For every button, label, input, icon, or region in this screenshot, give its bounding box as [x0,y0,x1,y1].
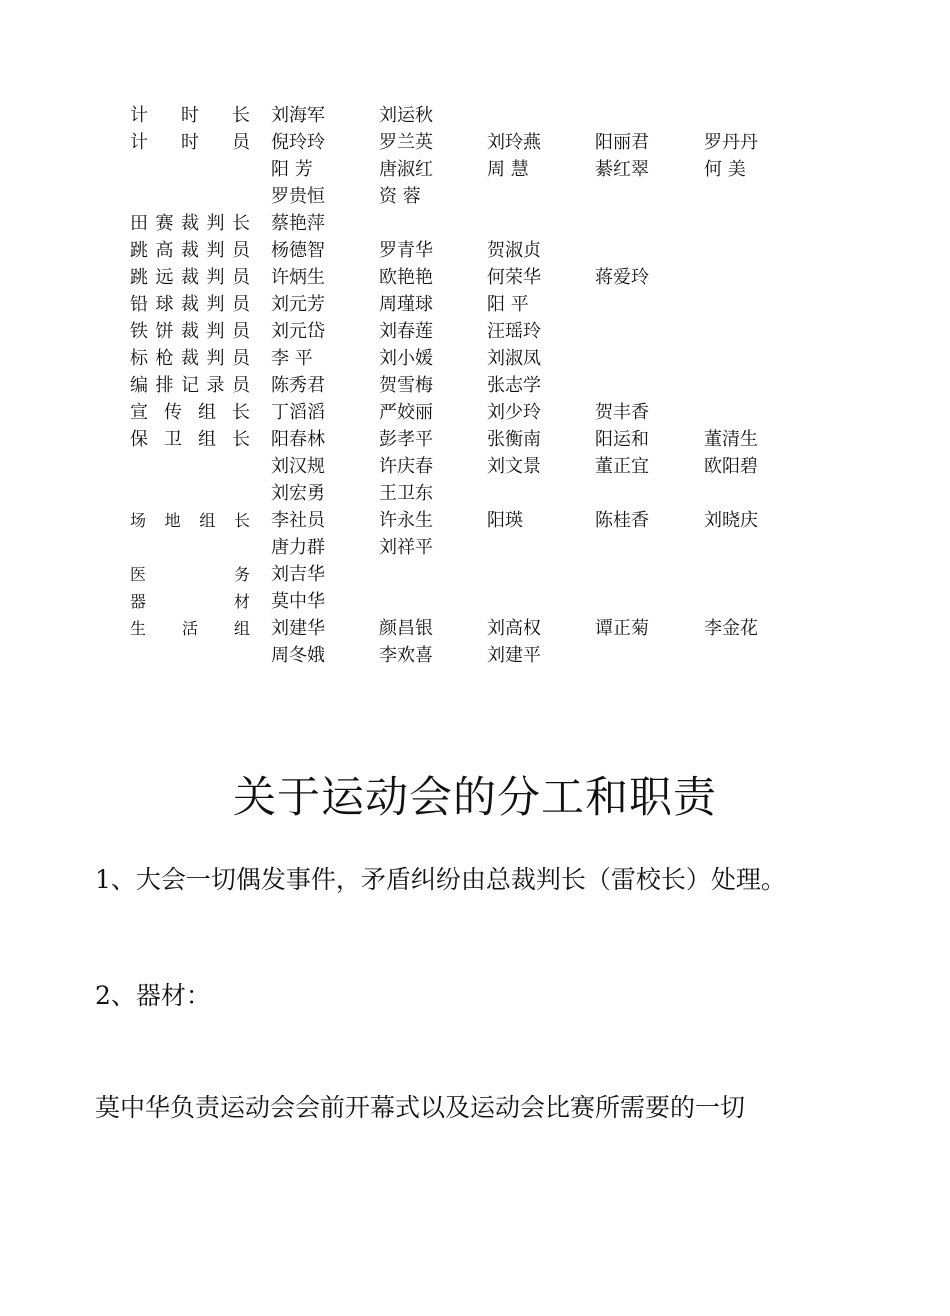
staff-name: 罗兰英 [379,132,433,153]
role-label [130,615,250,642]
role-char: 裁 [181,321,199,342]
staff-name: 莫中华 [271,591,325,612]
duty-item-2-text: 莫中华负责运动会会前开幕式以及运动会比赛所需要的一切 [95,1093,746,1122]
role-char: 员 [232,132,250,153]
role-char: 时 [181,132,199,153]
staff-name: 阳 平 [487,294,529,315]
role-char: 判 [206,213,225,234]
staff-name: 陈秀君 [271,375,325,396]
role-char: 高 [155,240,174,261]
staff-name: 严姣丽 [379,402,433,423]
staff-name: 蒋爱玲 [595,267,649,288]
staff-name: 阳春林 [271,429,325,450]
staff-name: 罗贵恒 [271,186,325,207]
staff-name: 唐力群 [271,537,325,558]
staff-name: 彭孝平 [379,429,433,450]
role-char: 枪 [155,348,174,369]
staff-name: 罗丹丹 [704,132,758,153]
staff-name: 王卫东 [379,483,433,504]
role-char: 记 [181,375,199,396]
role-char: 员 [232,321,250,342]
duty-item-1: 1、大会一切偶发事件，矛盾纠纷由总裁判长（雷校长）处理。 [95,865,786,894]
staff-name: 谭正菊 [595,618,649,639]
role-char: 裁 [181,240,199,261]
role-label [130,507,250,534]
staff-name: 罗青华 [379,240,433,261]
staff-name: 刘元岱 [271,321,325,342]
role-char: 地 [164,511,181,530]
staff-name: 阳运和 [595,429,649,450]
staff-name: 綦红翠 [595,159,649,180]
staff-name: 刘晓庆 [704,510,758,531]
staff-name: 张志学 [487,375,541,396]
role-char: 编 [130,375,148,396]
role-char: 组 [198,402,216,423]
role-char: 器 [130,592,147,611]
role-char: 活 [181,619,198,638]
role-char: 判 [206,348,225,369]
staff-name: 刘少玲 [487,402,541,423]
staff-name: 陈桂香 [595,510,649,531]
staff-name: 张衡南 [487,429,541,450]
role-char: 长 [233,511,250,530]
staff-name: 欧艳艳 [379,267,433,288]
staff-name: 李金花 [704,618,758,639]
staff-name: 贺雪梅 [379,375,433,396]
role-char: 判 [206,321,225,342]
role-char: 判 [206,240,225,261]
staff-name: 刘高权 [487,618,541,639]
role-char: 裁 [181,348,199,369]
staff-name: 刘建平 [487,645,541,666]
role-label [130,129,250,156]
staff-name: 董正宜 [595,456,649,477]
duty-item-2-heading: 2、器材： [95,981,211,1010]
role-char: 宣 [130,402,148,423]
role-char: 铅 [130,294,148,315]
role-label [130,399,250,426]
role-char: 员 [232,348,250,369]
role-char: 医 [130,565,147,584]
role-char: 跳 [130,267,148,288]
role-char: 组 [233,619,250,638]
role-label [130,588,250,615]
staff-name: 刘祥平 [379,537,433,558]
staff-name: 刘小媛 [379,348,433,369]
role-char: 场 [130,511,147,530]
role-char: 赛 [155,213,174,234]
staff-name: 刘宏勇 [271,483,325,504]
staff-name: 刘元芳 [271,294,325,315]
role-char: 田 [130,213,148,234]
staff-name: 董清生 [704,429,758,450]
staff-name: 李 平 [271,348,313,369]
role-char: 员 [232,267,250,288]
staff-name: 阳丽君 [595,132,649,153]
staff-name: 汪瑶玲 [487,321,541,342]
staff-name: 周冬娥 [271,645,325,666]
role-char: 计 [130,132,148,153]
staff-name: 刘运秋 [379,105,433,126]
role-char: 判 [206,267,225,288]
role-char: 球 [155,294,174,315]
staff-name: 刘海军 [271,105,325,126]
role-char: 务 [233,565,250,584]
staff-name: 蔡艳萍 [271,213,325,234]
staff-name: 刘吉华 [271,564,325,585]
role-char: 员 [232,240,250,261]
role-char: 计 [130,105,148,126]
role-char: 裁 [181,213,199,234]
staff-name: 刘玲燕 [487,132,541,153]
staff-name: 资 蓉 [379,186,421,207]
role-char: 判 [206,294,225,315]
role-label [130,318,250,345]
staff-name: 许庆春 [379,456,433,477]
role-label [130,102,250,129]
role-char: 裁 [181,267,199,288]
role-char: 员 [232,294,250,315]
staff-name: 颜昌银 [379,618,433,639]
staff-name: 周 慧 [487,159,529,180]
role-char: 长 [232,105,250,126]
role-char: 材 [233,592,250,611]
role-label [130,561,250,588]
role-label [130,291,250,318]
role-char: 组 [198,429,216,450]
staff-name: 丁滔滔 [271,402,325,423]
staff-name: 阳瑛 [487,510,523,531]
role-char: 长 [232,213,250,234]
staff-name: 何荣华 [487,267,541,288]
role-char: 跳 [130,240,148,261]
role-char: 饼 [155,321,174,342]
staff-name: 刘汉规 [271,456,325,477]
role-char: 组 [199,511,216,530]
role-char: 长 [232,402,250,423]
staff-name: 欧阳碧 [704,456,758,477]
role-char: 员 [232,375,250,396]
role-label [130,210,250,237]
role-char: 传 [164,402,182,423]
role-label [130,264,250,291]
staff-name: 倪玲玲 [271,132,325,153]
staff-name: 刘建华 [271,618,325,639]
staff-name: 贺淑贞 [487,240,541,261]
role-label [130,426,250,453]
staff-name: 阳 芳 [271,159,313,180]
staff-name: 许永生 [379,510,433,531]
role-char: 裁 [181,294,199,315]
staff-name: 刘春莲 [379,321,433,342]
staff-name: 李欢喜 [379,645,433,666]
role-char: 生 [130,619,147,638]
staff-name: 杨德智 [271,240,325,261]
role-char: 时 [181,105,199,126]
role-label [130,372,250,399]
role-char: 保 [130,429,148,450]
staff-name: 周瑾球 [379,294,433,315]
section-title: 关于运动会的分工和职责 [233,773,717,823]
staff-name: 刘淑凤 [487,348,541,369]
staff-name: 许炳生 [271,267,325,288]
role-label [130,345,250,372]
role-char: 长 [232,429,250,450]
role-char: 排 [155,375,174,396]
role-char: 铁 [130,321,148,342]
role-char: 卫 [164,429,182,450]
role-char: 标 [130,348,148,369]
staff-name: 何 美 [704,159,746,180]
role-char: 录 [206,375,225,396]
role-label [130,237,250,264]
role-char: 远 [155,267,174,288]
staff-name: 刘文景 [487,456,541,477]
staff-name: 唐淑红 [379,159,433,180]
staff-name: 李社员 [271,510,325,531]
staff-name: 贺丰香 [595,402,649,423]
